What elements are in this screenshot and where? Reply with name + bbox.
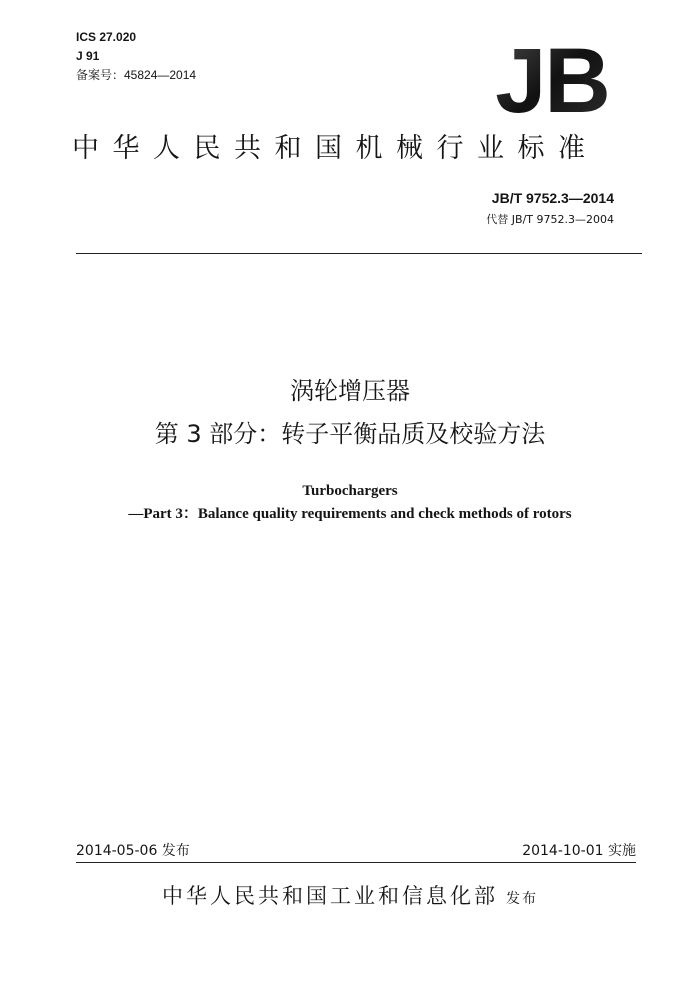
header-rule bbox=[76, 253, 642, 254]
ics-code: ICS 27.020 bbox=[76, 30, 137, 44]
issuing-authority-suffix: 发布 bbox=[506, 891, 538, 907]
cn-title-line2: 第 3 部分：转子平衡品质及校验方法 bbox=[154, 420, 546, 448]
en-title-line2: —Part 3：Balance quality requirements and check methods of rotors bbox=[128, 506, 572, 522]
implementation-date: 2014-10-01 实施 bbox=[522, 843, 636, 859]
registration-number: 备案号：45824—2014 bbox=[76, 68, 197, 82]
issuing-authority-name: 中华人民共和国工业和信息化部 bbox=[162, 884, 498, 908]
en-title-line1: Turbochargers bbox=[302, 483, 398, 499]
jb-logo-text: JB bbox=[495, 38, 609, 118]
footer-rule bbox=[76, 862, 636, 863]
cn-title-line1: 涡轮增压器 bbox=[290, 377, 410, 405]
standard-number: JB/T 9752.3—2014 bbox=[491, 190, 614, 206]
jb-logo bbox=[472, 38, 632, 118]
classification-code: J 91 bbox=[76, 49, 100, 63]
issue-date: 2014-05-06 发布 bbox=[76, 843, 190, 859]
industry-standard-title: 中华人民共和国机械行业标准 bbox=[72, 133, 599, 164]
replaced-standard: 代替 JB/T 9752.3—2004 bbox=[486, 213, 614, 226]
issuing-authority bbox=[0, 880, 700, 915]
